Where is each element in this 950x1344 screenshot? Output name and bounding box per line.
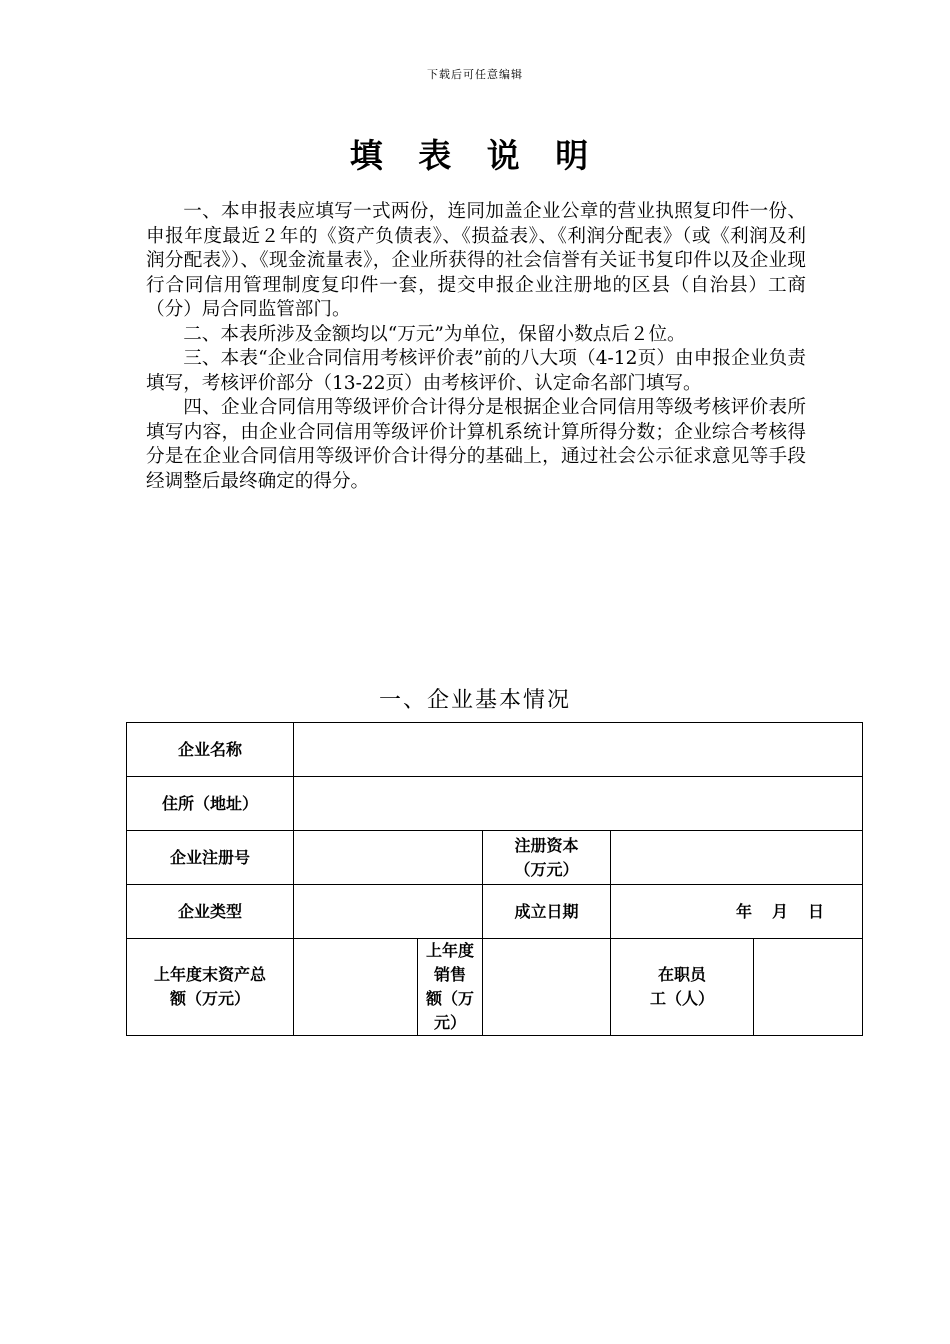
established-date-field[interactable] xyxy=(611,885,863,939)
staff-label xyxy=(611,939,754,1036)
company-name-label: 企业名称 xyxy=(127,723,294,777)
table-row xyxy=(127,777,863,831)
company-info-table xyxy=(126,722,863,1036)
header-note: 下载后可任意编辑 xyxy=(427,68,523,81)
date-year: 年 xyxy=(735,901,754,921)
sales-label xyxy=(418,939,483,1036)
total-assets-label xyxy=(127,939,294,1036)
sales-field[interactable] xyxy=(483,939,611,1036)
address-field[interactable] xyxy=(294,777,863,831)
table-row xyxy=(127,831,863,885)
table-row xyxy=(127,939,863,1036)
reg-no-field[interactable] xyxy=(294,831,483,885)
established-label: 成立日期 xyxy=(483,885,611,939)
sales-label-line1: 上年度销售 xyxy=(425,941,474,984)
instruction-1: 一、本申报表应填写一式两份，连同加盖企业公章的营业执照复印件一份、申报年度最近２年的《资产负债表》、《损益表》、《利润分配表》（或《利润及利润分配表》）、《现金流量表》，企业所获得的社会信誉有关证书复印件以及企业现行合同信用管理制度复印件一套，提交申报企业注册地的区县（自治县）工商（分）局合同监管部门。 xyxy=(146,201,806,320)
company-name-field[interactable] xyxy=(294,723,863,777)
instruction-4: 四、企业合同信用等级评价合计得分是根据企业合同信用等级考核评价表所填写内容，由企业合同信用等级评价计算机系统计算所得分数；企业综合考核得分是在企业合同信用等级评价合计得分的基础上，通过社会公示征求意见等手段经调整后最终确定的得分。 xyxy=(146,397,806,492)
reg-capital-field[interactable] xyxy=(611,831,863,885)
date-month: 月 xyxy=(772,901,791,921)
reg-capital-label-line2: （万元） xyxy=(514,859,579,879)
reg-capital-label xyxy=(483,831,611,885)
staff-field[interactable] xyxy=(754,939,863,1036)
company-type-field[interactable] xyxy=(294,885,483,939)
reg-no-label: 企业注册号 xyxy=(127,831,294,885)
staff-label-line2: 工（人） xyxy=(649,989,714,1008)
company-type-label: 企业类型 xyxy=(127,885,294,939)
table-row xyxy=(127,885,863,939)
instruction-2: 二、本表所涉及金额均以“万元”为单位，保留小数点后２位。 xyxy=(183,323,686,345)
section-title: 一、企业基本情况 xyxy=(378,688,571,713)
sales-label-line2: 额（万元） xyxy=(425,989,474,1032)
address-label: 住所（地址） xyxy=(127,777,294,831)
instruction-3: 三、本表“企业合同信用考核评价表”前的八大项（4-12页）由申报企业负责填写，考核评价部分（13-22页）由考核评价、认定命名部门填写。 xyxy=(146,348,806,394)
total-assets-label-line2: 额（万元） xyxy=(169,989,250,1008)
staff-label-line1: 在职员 xyxy=(657,965,706,984)
total-assets-field[interactable] xyxy=(294,939,418,1036)
date-day: 日 xyxy=(808,901,827,921)
instructions xyxy=(146,200,806,494)
total-assets-label-line1: 上年度末资产总 xyxy=(153,965,266,984)
page-title: 填 表 说 明 xyxy=(349,136,601,175)
table-row xyxy=(127,723,863,777)
reg-capital-label-line1: 注册资本 xyxy=(514,835,579,855)
